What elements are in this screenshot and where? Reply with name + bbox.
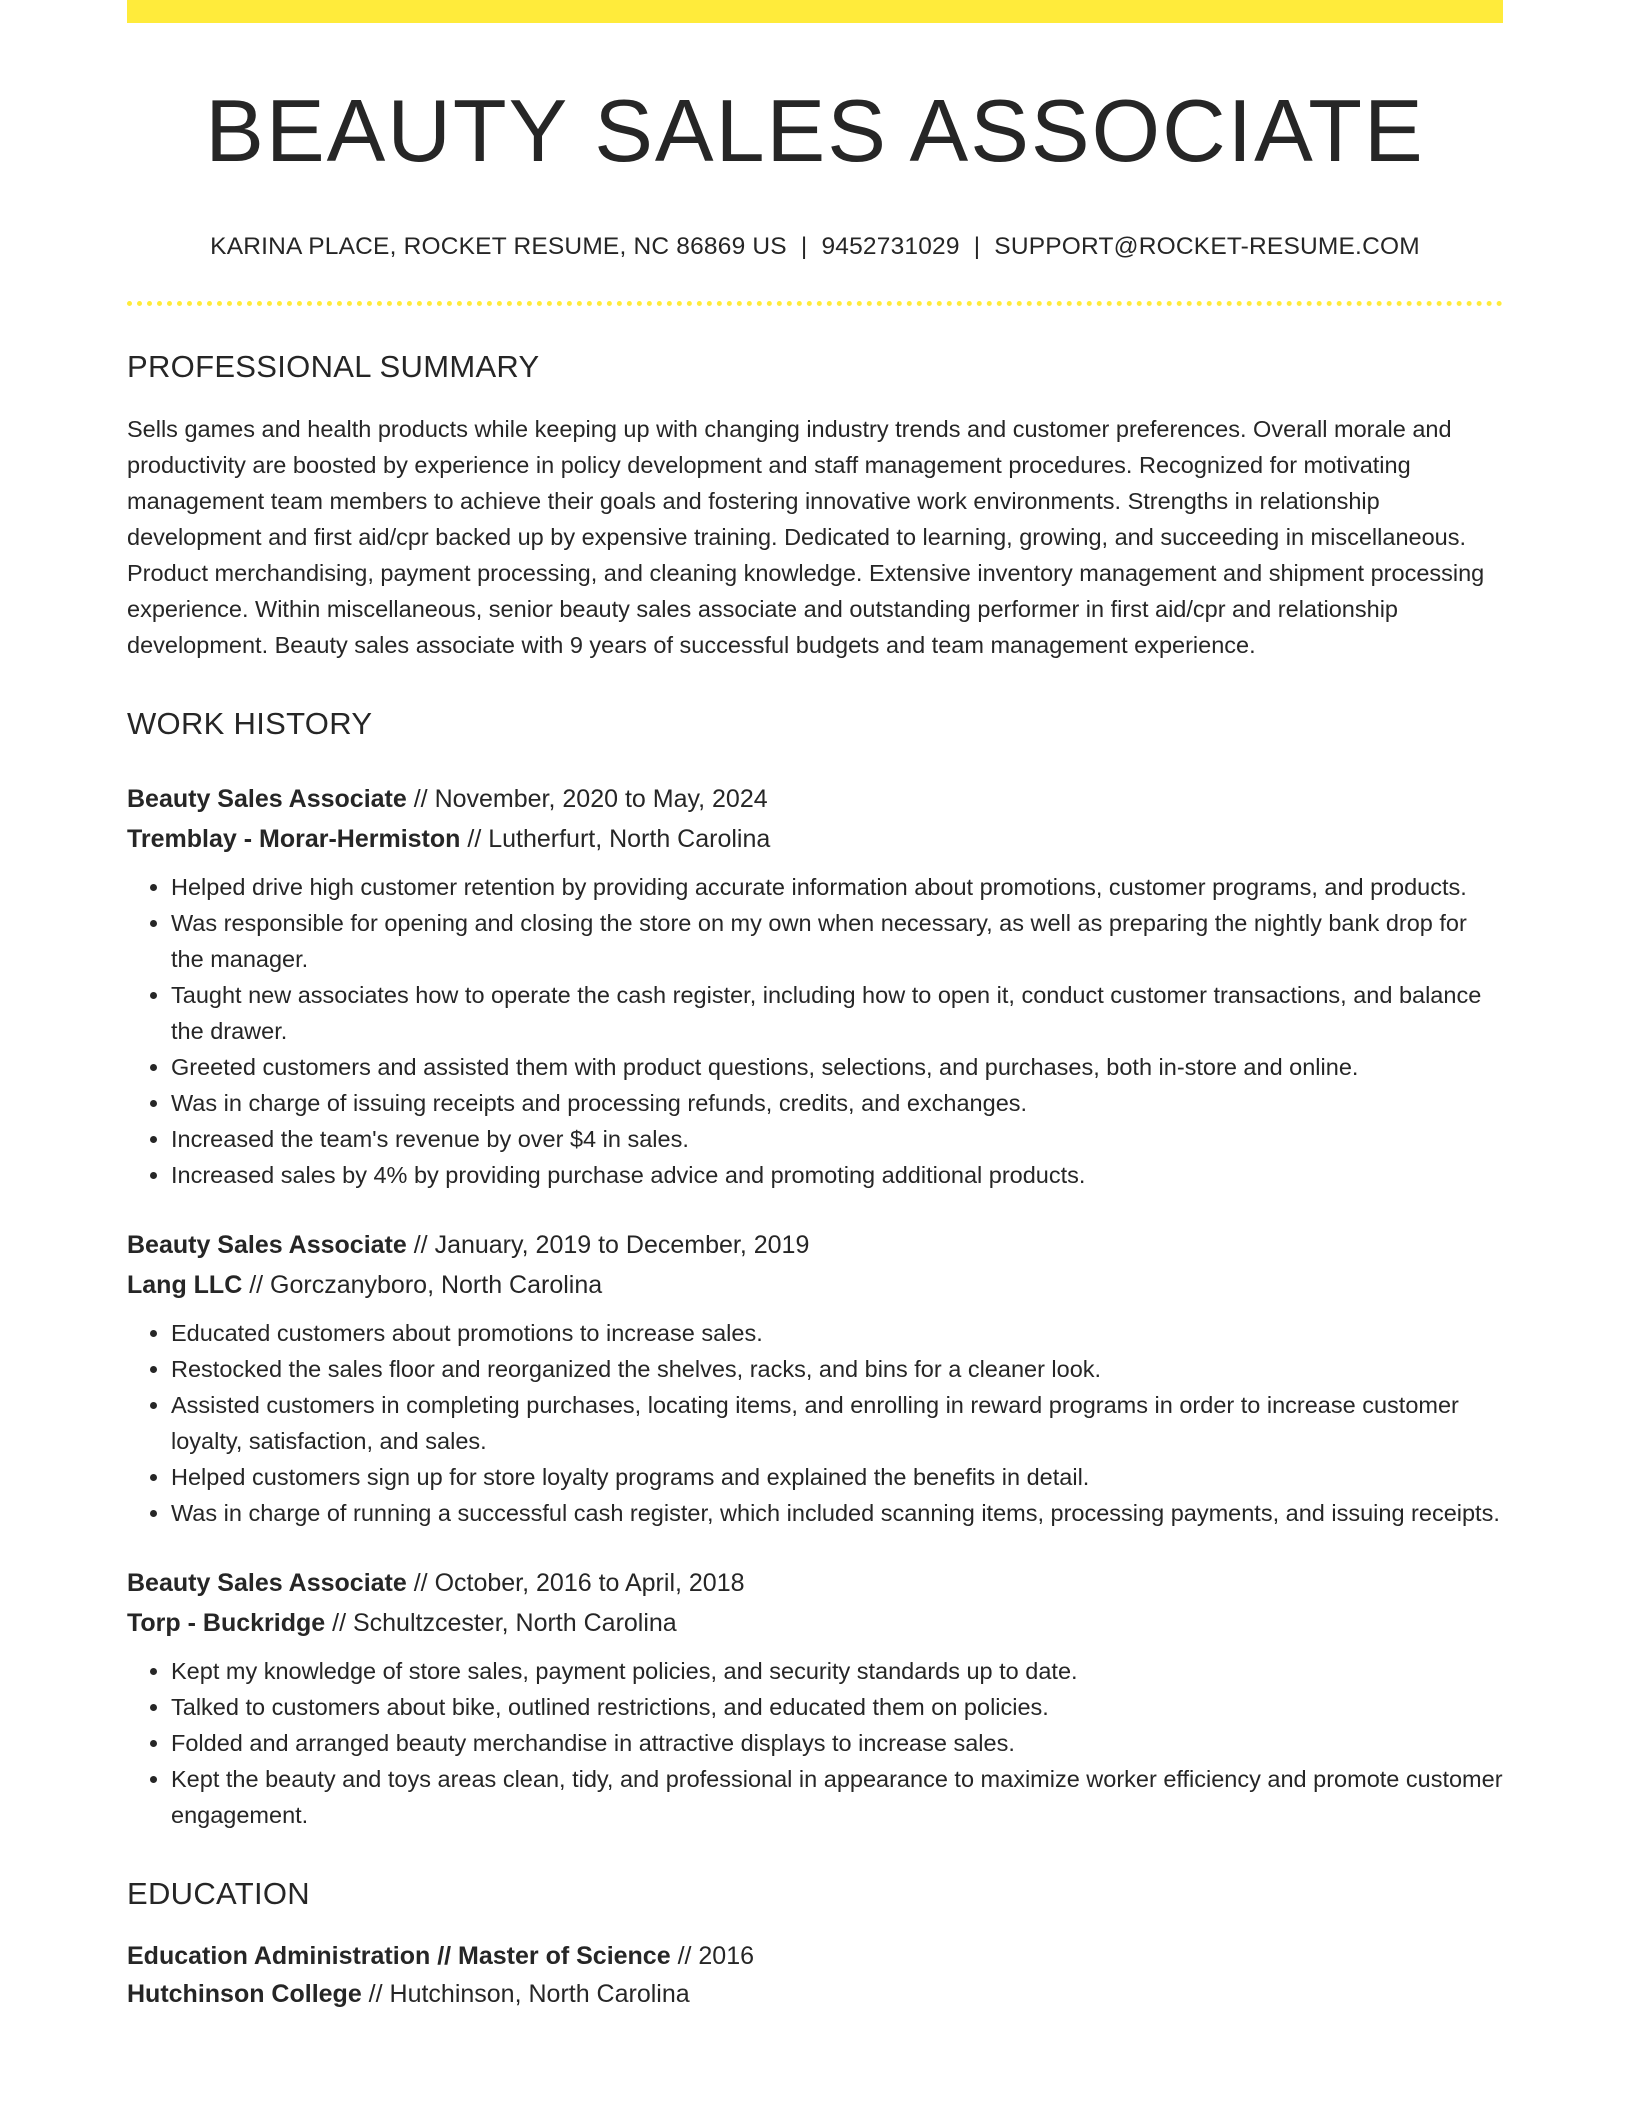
job-bullet: • Greeted customers and assisted them with product questions, selections, and purchases, both in-store and online.: [171, 1049, 1503, 1085]
education-location: // Hutchinson, North Carolina: [361, 1980, 690, 2008]
job-location: // Schultzcester, North Carolina: [325, 1609, 677, 1637]
summary-text: Sells games and health products while keeping up with changing industry trends and customer preferences. Overall morale and productivity are boosted by experience in policy development and staff management procedures. Recognized for motivating management team members to achieve their goals and fostering innovative work environments. Strengths in relationship development and first aid/cpr backed up by expensive training. Dedicated to learning, growing, and succeeding in miscellaneous. Product merchandising, payment processing, and cleaning knowledge. Extensive inventory management and shipment processing experience. Within miscellaneous, senior beauty sales associate and outstanding performer in first aid/cpr and relationship development. Beauty sales associate with 9 years of successful budgets and team management experience.: [127, 416, 1485, 658]
contact-address: KARINA PLACE, ROCKET RESUME, NC 86869 US: [210, 233, 787, 260]
job-title: Beauty Sales Associate: [127, 1231, 407, 1259]
education-degree-line: [127, 1937, 1503, 1975]
contact-separator: |: [800, 233, 808, 260]
job-title-line: [127, 1225, 1503, 1265]
job-bullet: • Assisted customers in completing purchases, locating items, and enrolling in reward programs in order to increase customer loyalty, satisfaction, and sales.: [171, 1387, 1503, 1459]
job-entry: [127, 779, 1503, 1193]
job-bullet: • Was in charge of running a successful cash register, which included scanning items, processing payments, and issuing receipts.: [171, 1495, 1503, 1531]
dotted-divider: [127, 301, 1503, 306]
job-entry: [127, 1225, 1503, 1531]
contact-separator: |: [973, 233, 981, 260]
job-bullet: • Folded and arranged beauty merchandise in attractive displays to increase sales.: [171, 1725, 1503, 1761]
job-dates: // January, 2019 to December, 2019: [406, 1231, 810, 1259]
job-entry: [127, 1563, 1503, 1833]
job-bullet: • Talked to customers about bike, outlined restrictions, and educated them on policies.: [171, 1689, 1503, 1725]
job-bullet: • Kept my knowledge of store sales, payment policies, and security standards up to date.: [171, 1653, 1503, 1689]
job-bullet: • Helped drive high customer retention by providing accurate information about promotions, customer programs, and products.: [171, 869, 1503, 905]
contact-line: [127, 233, 1503, 261]
job-bullet: • Helped customers sign up for store loyalty programs and explained the benefits in detail.: [171, 1459, 1503, 1495]
resume-page: [127, 0, 1503, 2013]
job-title: Beauty Sales Associate: [127, 785, 407, 813]
education-school: Hutchinson College: [127, 1980, 362, 2008]
job-bullets: [127, 1315, 1503, 1531]
job-bullets: [127, 869, 1503, 1193]
job-company-line: [127, 1265, 1503, 1305]
job-company: Lang LLC: [127, 1271, 243, 1299]
job-bullet: • Increased the team's revenue by over $4 in sales.: [171, 1121, 1503, 1157]
job-dates: // November, 2020 to May, 2024: [406, 785, 768, 813]
education-heading: EDUCATION: [127, 1876, 310, 1911]
resume-title: BEAUTY SALES ASSOCIATE: [205, 81, 1425, 180]
education-degree: Education Administration // Master of Science: [127, 1942, 671, 1970]
job-dates: // October, 2016 to April, 2018: [406, 1569, 745, 1597]
job-company-line: [127, 819, 1503, 859]
job-title: Beauty Sales Associate: [127, 1569, 407, 1597]
job-bullet: • Educated customers about promotions to increase sales.: [171, 1315, 1503, 1351]
accent-top-bar: [127, 0, 1503, 23]
job-title-line: [127, 1563, 1503, 1603]
job-bullet: • Was in charge of issuing receipts and processing refunds, credits, and exchanges.: [171, 1085, 1503, 1121]
work-history-heading: WORK HISTORY: [127, 706, 373, 741]
job-bullet: • Kept the beauty and toys areas clean, tidy, and professional in appearance to maximize worker efficiency and promote customer engagement.: [171, 1761, 1503, 1833]
education-school-line: [127, 1975, 1503, 2013]
job-bullets: [127, 1653, 1503, 1833]
education-year: // 2016: [670, 1942, 755, 1970]
summary-heading: PROFESSIONAL SUMMARY: [127, 349, 540, 384]
contact-email: SUPPORT@ROCKET-RESUME.COM: [994, 233, 1420, 260]
job-location: // Lutherfurt, North Carolina: [460, 825, 771, 853]
job-company: Torp - Buckridge: [127, 1609, 326, 1637]
job-company: Tremblay - Morar-Hermiston: [127, 825, 461, 853]
job-company-line: [127, 1603, 1503, 1643]
job-title-line: [127, 779, 1503, 819]
job-bullet: • Increased sales by 4% by providing purchase advice and promoting additional products.: [171, 1157, 1503, 1193]
education-entry: [127, 1937, 1503, 2013]
job-bullet: • Was responsible for opening and closing the store on my own when necessary, as well as preparing the nightly bank drop for the manager.: [171, 905, 1503, 977]
contact-phone: 9452731029: [821, 233, 960, 260]
job-location: // Gorczanyboro, North Carolina: [242, 1271, 603, 1299]
job-bullet: • Restocked the sales floor and reorganized the shelves, racks, and bins for a cleaner look.: [171, 1351, 1503, 1387]
job-bullet: • Taught new associates how to operate the cash register, including how to open it, conduct customer transactions, and balance the drawer.: [171, 977, 1503, 1049]
